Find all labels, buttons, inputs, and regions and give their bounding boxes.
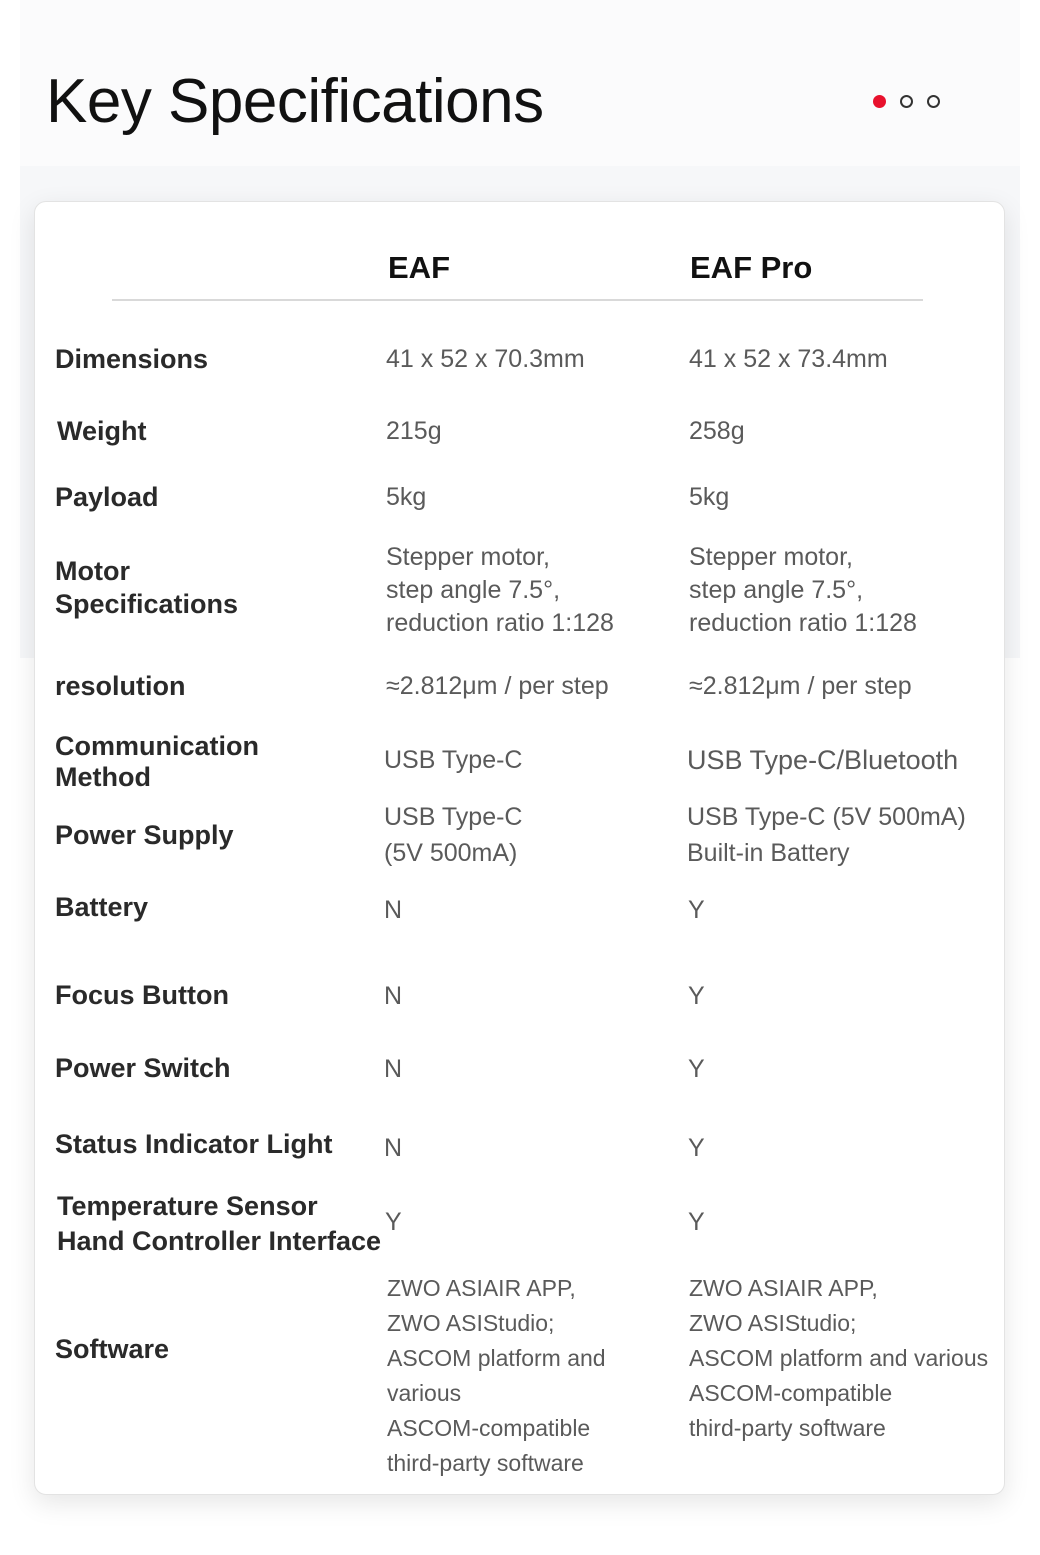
row-label: Power Supply [55, 820, 234, 850]
row-label: Motor Specifications [55, 556, 239, 619]
row-value-eaf: ≈2.812μm / per step [386, 672, 609, 700]
header-divider [112, 299, 923, 301]
row-value-eaf-pro: USB Type-C/Bluetooth [687, 745, 959, 775]
row-value-eaf-pro: 41 x 52 x 73.4mm [689, 345, 888, 373]
row-value-eaf: 41 x 52 x 70.3mm [386, 345, 585, 373]
row-value-eaf: 5kg [386, 483, 427, 511]
row-label: Payload [55, 482, 159, 512]
row-value-eaf: 215g [386, 417, 442, 445]
carousel-pager [873, 95, 940, 108]
row-label: Power Switch [55, 1053, 231, 1083]
row-label: Communication Method [55, 731, 260, 792]
row-value-eaf-pro: Y [688, 982, 705, 1010]
row-value-eaf: USB Type-C (5V 500mA) [384, 803, 523, 867]
row-value-eaf: N [384, 1055, 403, 1083]
page-title: Key Specifications [46, 67, 544, 136]
row-value-eaf: N [384, 982, 403, 1010]
pager-dot-1[interactable] [873, 95, 886, 108]
row-value-eaf-pro: Stepper motor, step angle 7.5°, reduction ratio 1:128 [689, 543, 917, 637]
row-label: Software [55, 1334, 170, 1364]
row-label: resolution [55, 671, 186, 701]
column-header-eaf: EAF [388, 250, 450, 285]
row-value-eaf-pro: Y [688, 1208, 705, 1236]
row-label: Focus Button [55, 980, 229, 1010]
pager-dot-3[interactable] [927, 95, 940, 108]
row-label: Temperature Sensor Hand Controller Interface [57, 1191, 382, 1256]
row-value-eaf: N [384, 896, 403, 924]
row-value-eaf: USB Type-C [384, 746, 523, 774]
pager-dot-2[interactable] [900, 95, 913, 108]
row-value-eaf-pro: 5kg [689, 483, 730, 511]
row-value-eaf-pro: Y [688, 1134, 705, 1162]
row-value-eaf-pro: Y [688, 1055, 705, 1083]
row-label: Battery [55, 892, 149, 922]
row-label: Dimensions [55, 344, 209, 374]
row-value-eaf: ZWO ASIAIR APP, ZWO ASIStudio; ASCOM platform and various ASCOM-compatible third-party software [387, 1275, 606, 1476]
row-value-eaf: N [384, 1134, 403, 1162]
row-value-eaf-pro: Y [688, 896, 705, 924]
row-value-eaf-pro: USB Type-C (5V 500mA) Built-in Battery [687, 803, 966, 867]
row-value-eaf-pro: ZWO ASIAIR APP, ZWO ASIStudio; ASCOM platform and various ASCOM-compatible third-party software [689, 1275, 989, 1441]
row-value-eaf-pro: ≈2.812μm / per step [689, 672, 912, 700]
row-value-eaf: Stepper motor, step angle 7.5°, reduction ratio 1:128 [386, 543, 614, 637]
row-value-eaf-pro: 258g [689, 417, 745, 445]
row-label: Status Indicator Light [55, 1129, 333, 1159]
row-label: Weight [57, 416, 147, 446]
column-header-eaf-pro: EAF Pro [690, 250, 813, 285]
row-value-eaf: Y [385, 1208, 402, 1236]
